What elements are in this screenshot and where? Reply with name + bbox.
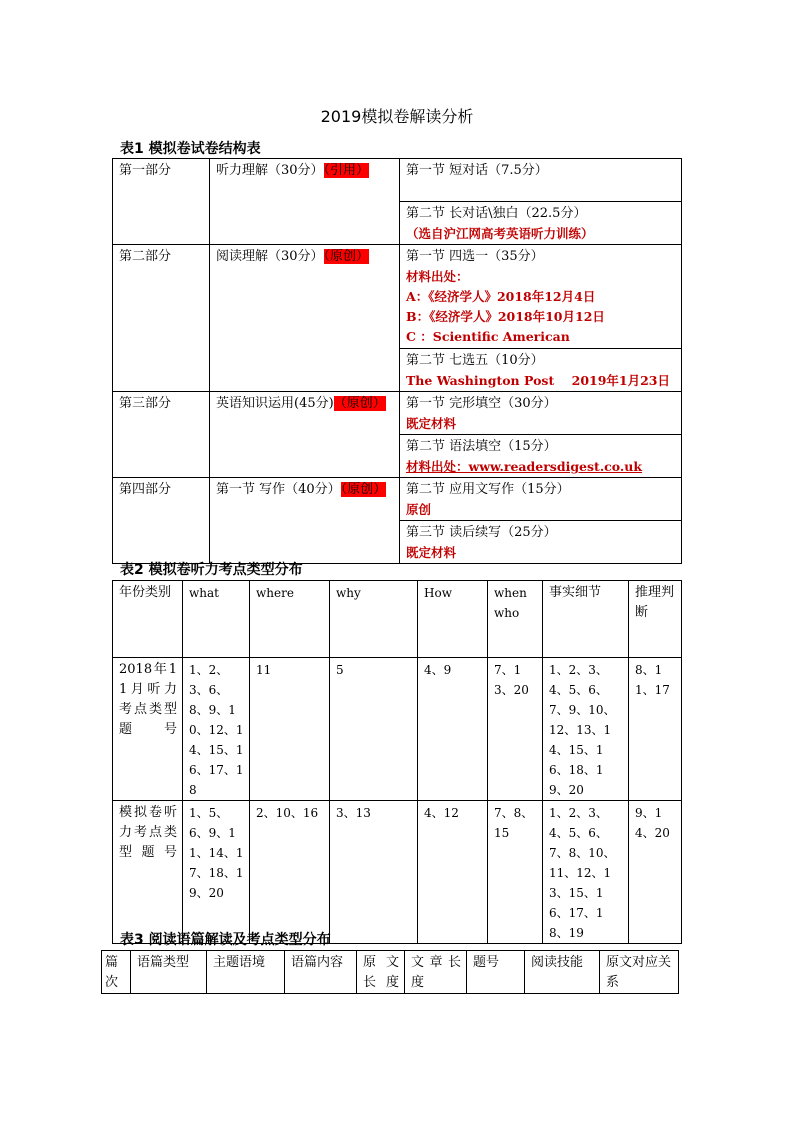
- table-cell: 5: [330, 658, 418, 801]
- header-cell: when who: [488, 581, 543, 658]
- part-name-cell: [210, 392, 400, 478]
- source-note: 原创: [406, 502, 432, 517]
- source-tag: （原创）: [333, 396, 386, 411]
- table1-caption: 表1 模拟卷试卷结构表: [120, 141, 261, 157]
- header-cell: 语篇内容: [285, 951, 357, 994]
- page-title: 2019模拟卷解读分析: [320, 107, 474, 126]
- structure-table: [112, 158, 682, 564]
- part-name: 听力理解（30分）: [216, 163, 324, 178]
- table-cell: 7、13、20: [488, 658, 543, 801]
- header-cell: 原文对应关系: [600, 951, 679, 994]
- header-cell: 阅读技能: [525, 951, 600, 994]
- table-cell: 1、2、3、4、5、6、7、9、10、12、13、14、15、16、18、19、20: [543, 658, 629, 801]
- table-cell: 2、10、16: [250, 801, 330, 944]
- section-cell: [400, 202, 682, 245]
- table2-caption: 表2 模拟卷听力考点类型分布: [120, 562, 303, 578]
- header-cell: 原文长度: [357, 951, 405, 994]
- header-cell: 年份类别: [113, 581, 183, 658]
- header-cell: 事实细节: [543, 581, 629, 658]
- section-cell: [400, 478, 682, 521]
- source-tag: （原创）: [340, 482, 387, 497]
- source-note: C ：Scientific American: [406, 329, 570, 344]
- header-cell: why: [330, 581, 418, 658]
- source-note: （选自沪江网高考英语听力训练）: [406, 226, 594, 241]
- part-cell: 第一部分: [113, 159, 210, 245]
- section-label: 第二节 长对话\独白（22.5分）: [406, 206, 587, 221]
- row-label: 2018年11月听力考点类型题号: [113, 658, 183, 801]
- source-note: 既定材料: [406, 545, 457, 560]
- header-cell: where: [250, 581, 330, 658]
- section-cell: [400, 435, 682, 478]
- source-note: A：《经济学人》2018年12月4日: [406, 289, 596, 304]
- section-cell: [400, 245, 682, 349]
- section-label: 第一节 四选一（35分）: [406, 249, 544, 264]
- header-cell: 文章长度: [405, 951, 467, 994]
- section-label: 第一节 短对话（7.5分）: [406, 163, 548, 178]
- section-label: 第二节 语法填空（15分）: [406, 439, 557, 454]
- header-cell: what: [183, 581, 250, 658]
- table3-caption: 表3 阅读语篇解读及考点类型分布: [120, 932, 331, 948]
- part-cell: 第四部分: [113, 478, 210, 564]
- table-cell: 1、2、3、4、5、6、7、8、10、11、12、13、15、16、17、18、19: [543, 801, 629, 944]
- part-name: 英语知识运用(45分): [216, 396, 334, 411]
- section-label: 第二节 应用文写作（15分）: [406, 482, 570, 497]
- listening-table: [112, 580, 682, 944]
- header-cell: 篇次: [102, 951, 131, 994]
- section-label: 第二节 七选五（10分）: [406, 353, 544, 368]
- section-cell: [400, 159, 682, 202]
- source-tag: （引用）: [323, 163, 370, 178]
- part-cell: 第二部分: [113, 245, 210, 392]
- source-note: 材料出处：www.readersdigest.co.uk: [406, 459, 643, 474]
- header-cell: 语篇类型: [131, 951, 207, 994]
- header-cell: 主题语境: [207, 951, 285, 994]
- table-cell: 1、5、6、9、11、14、17、18、19、20: [183, 801, 250, 944]
- part-name: 阅读理解（30分）: [216, 249, 324, 264]
- table-cell: 4、9: [418, 658, 488, 801]
- header-cell: 题号: [467, 951, 525, 994]
- part-cell: 第三部分: [113, 392, 210, 478]
- part-name-cell: [210, 159, 400, 245]
- table-cell: 1、2、3、6、8、9、10、12、14、15、16、17、18: [183, 658, 250, 801]
- source-note: 材料出处：: [406, 269, 469, 284]
- header-cell: 推理判断: [629, 581, 682, 658]
- section-cell: [400, 521, 682, 564]
- table-cell: 7、8、15: [488, 801, 543, 944]
- table-cell: 3、13: [330, 801, 418, 944]
- table-cell: 9、14、20: [629, 801, 682, 944]
- source-note: B：《经济学人》2018年10月12日: [406, 309, 605, 324]
- part-name-cell: [210, 245, 400, 392]
- section-cell: [400, 392, 682, 435]
- table-cell: 8、11、17: [629, 658, 682, 801]
- section-label: 第一节 完形填空（30分）: [406, 396, 557, 411]
- table-cell: 4、12: [418, 801, 488, 944]
- reading-table: [101, 950, 679, 994]
- part-name: 第一节 写作（40分）: [216, 482, 341, 497]
- section-cell: [400, 349, 682, 392]
- part-name-cell: [210, 478, 400, 564]
- source-note: The Washington Post 2019年1月23日: [406, 373, 671, 388]
- header-cell: How: [418, 581, 488, 658]
- table-cell: 11: [250, 658, 330, 801]
- source-note: 既定材料: [406, 416, 457, 431]
- section-label: 第三节 读后续写（25分）: [406, 525, 557, 540]
- source-tag: （原创）: [323, 249, 370, 264]
- row-label: 模拟卷听力考点类型题号: [113, 801, 183, 944]
